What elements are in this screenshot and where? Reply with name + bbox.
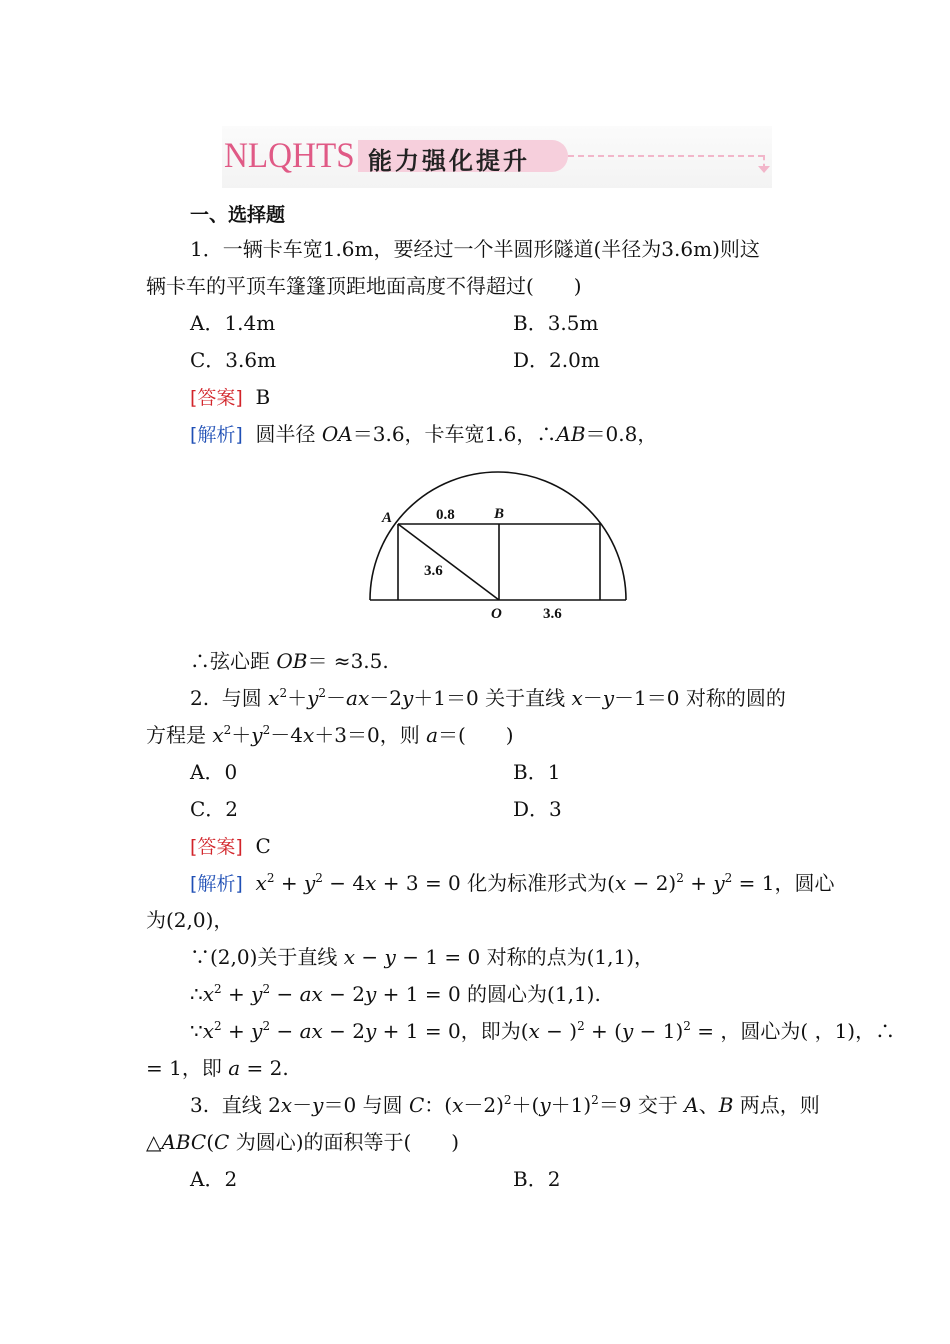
q2-analysis-line5: $\because x^2 + y^2$ − ax − 2y + 1 = 0，即为$(x - )^2 + (y - 1)^2$ = ，圆心为( ，1)，∴ bbox=[190, 1019, 896, 1043]
q1-analysis-text: 圆半径 bbox=[255, 422, 316, 446]
q1-conclusion bbox=[190, 646, 389, 676]
q1-line2: 辆卡车的平顶车篷篷顶距地面高度不得超过( ) bbox=[146, 274, 582, 298]
answer-tag: [答案] bbox=[190, 387, 243, 409]
banner-code: NLQHTS bbox=[224, 135, 355, 175]
q1-conclusion-text2: ＝ ≈3.5. bbox=[307, 649, 389, 673]
q1-conclusion-text: ∴弦心距 bbox=[190, 649, 270, 673]
q1-analysis-line bbox=[190, 419, 657, 450]
q1-option-c: C．3.6m bbox=[190, 348, 277, 372]
q2-line2: 方程是 $x^2+y^2-4x+3=0$，则 a＝( ) bbox=[146, 723, 514, 747]
q1-analysis-text2: ＝3.6，卡车宽1.6，∴ bbox=[352, 422, 557, 446]
q2-analysis-line3: ∵(2,0)关于直线 x − y − 1 = 0 对称的点为(1,1)， bbox=[190, 945, 655, 969]
q2-answer-line bbox=[190, 831, 271, 862]
var-ob: OB bbox=[276, 649, 308, 673]
label-b: B bbox=[494, 506, 505, 522]
label-a: A bbox=[382, 510, 393, 526]
q1-option-d: D．2.0m bbox=[513, 348, 600, 372]
answer-tag: [答案] bbox=[190, 836, 243, 858]
q2-analysis-line2: 为(2,0)， bbox=[146, 908, 234, 932]
q1-option-b: B．3.5m bbox=[513, 311, 599, 335]
q1-answer: B bbox=[255, 385, 271, 409]
var-ab: AB bbox=[556, 422, 586, 446]
label-diag-length: 3.6 bbox=[424, 563, 443, 579]
q3-line1: 3. 直线 2x－y＝0 与圆 C：$(x-2)^2+(y+1)^2=9$ 交于 A、B 两点，则 bbox=[190, 1093, 820, 1117]
q2-analysis-line4: $\therefore x^2 + y^2$ − ax − 2y + 1 = 0 的圆心为(1,1). bbox=[190, 982, 601, 1006]
banner-dashed-line bbox=[568, 155, 764, 157]
radius-oa bbox=[398, 524, 499, 600]
q3-option-a: A．2 bbox=[190, 1167, 238, 1191]
q1-answer-line bbox=[190, 382, 270, 413]
q2-option-b: B．1 bbox=[513, 760, 561, 784]
section-banner bbox=[222, 126, 772, 188]
q1-line1: 1．一辆卡车宽1.6m，要经过一个半圆形隧道(半径为3.6m)则这 bbox=[190, 237, 760, 261]
semicircle-arc bbox=[370, 472, 626, 600]
q2-line1: 2. 与圆 $x^2+y^2-ax-2y+1=0$ 关于直线 x－y－1＝0 对称的圆的 bbox=[190, 686, 786, 710]
label-o: O bbox=[491, 606, 502, 622]
q2-answer: C bbox=[255, 834, 271, 858]
q2-option-a: A．0 bbox=[190, 760, 238, 784]
q1-option-a: A．1.4m bbox=[190, 311, 276, 335]
label-bottom-length: 3.6 bbox=[543, 606, 562, 622]
q3-line2: △ABC(C 为圆心)的面积等于( ) bbox=[146, 1130, 460, 1154]
label-top-length: 0.8 bbox=[436, 507, 455, 523]
arrow-down-icon bbox=[758, 166, 770, 173]
q2-option-d: D．3 bbox=[513, 797, 562, 821]
analysis-tag: [解析] bbox=[190, 873, 243, 895]
analysis-tag: [解析] bbox=[190, 424, 243, 446]
q2-option-c: C．2 bbox=[190, 797, 239, 821]
q3-option-b: B．2 bbox=[513, 1167, 561, 1191]
q2-analysis-line6: = 1，即 a = 2. bbox=[146, 1056, 289, 1080]
semicircle-tunnel-figure bbox=[360, 468, 635, 628]
var-oa: OA bbox=[321, 422, 353, 446]
section-heading: 一、选择题 bbox=[190, 204, 286, 226]
q1-analysis-text3: ＝0.8， bbox=[585, 422, 658, 446]
banner-title: 能力强化提升 bbox=[368, 147, 530, 175]
q2-analysis-line1: [解析] $x^2 + y^2 - 4x + 3 = 0$ 化为标准形式为$(x - 2)^2 + y^2 = 1$，圆心 bbox=[190, 871, 835, 895]
